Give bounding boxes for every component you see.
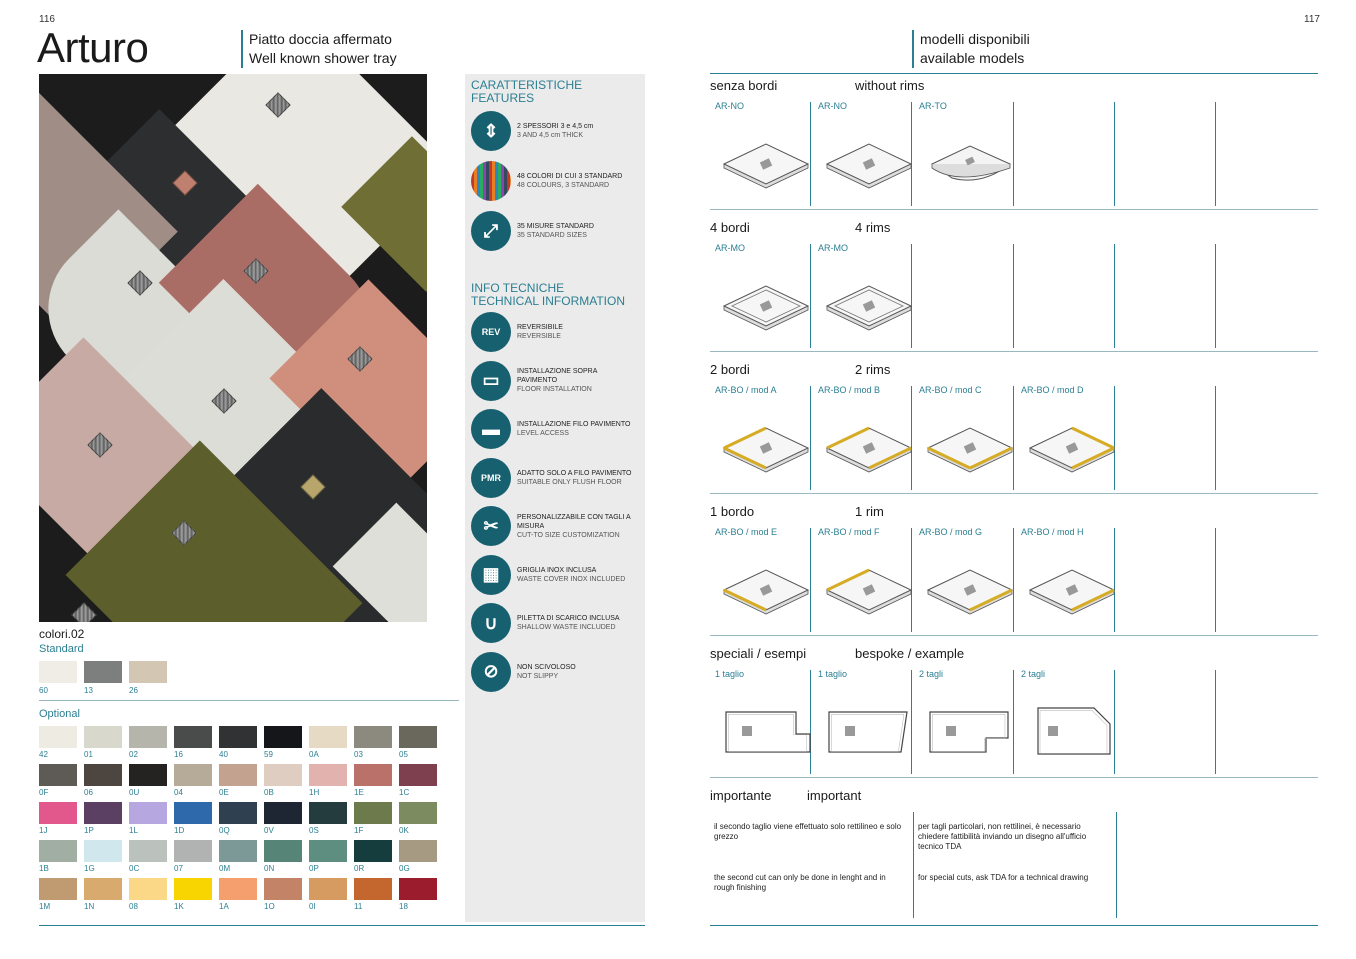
- colour-code: 1F: [354, 826, 364, 835]
- feature-text-en: NOT SLIPPY: [517, 672, 559, 680]
- colour-code: 16: [174, 750, 183, 759]
- model-drawing: [821, 702, 917, 763]
- row-title-en: bespoke / example: [855, 646, 965, 661]
- model-drawing: [821, 560, 917, 621]
- colour-swatch: [354, 764, 392, 786]
- colour-code: 0V: [264, 826, 274, 835]
- pmr-icon: PMR: [471, 458, 511, 498]
- colour-code: 0S: [309, 826, 319, 835]
- colour-code: 04: [174, 788, 183, 797]
- tray-drawing-icon: [718, 418, 814, 474]
- column-divider: [1114, 244, 1115, 348]
- model-label: 1 taglio: [715, 669, 745, 679]
- colour-swatch: [264, 878, 302, 900]
- colour-code: 01: [84, 750, 93, 759]
- shallow-waste-icon: ∪: [471, 603, 511, 643]
- colour-code: 0U: [129, 788, 140, 797]
- floor-installation-icon: ▭: [471, 361, 511, 401]
- model-drawing: [718, 702, 814, 763]
- colour-swatch: [129, 878, 167, 900]
- colour-swatch: [219, 878, 257, 900]
- colour-code: 0K: [399, 826, 409, 835]
- feature-item: [471, 555, 637, 595]
- colour-code: 26: [129, 686, 138, 695]
- colour-swatch: [174, 802, 212, 824]
- colour-swatch: [219, 726, 257, 748]
- colour-swatch: [174, 840, 212, 862]
- model-label: 2 tagli: [919, 669, 944, 679]
- tray-drawing-icon: [718, 276, 814, 332]
- standard-label: Standard: [39, 643, 84, 655]
- feature-text-en: 3 AND 4,5 cm THICK: [517, 132, 584, 139]
- colour-code: 0M: [219, 864, 231, 873]
- row-rule: [710, 351, 1318, 352]
- colour-code: 1G: [84, 864, 95, 873]
- model-label: AR-TO: [919, 101, 947, 111]
- model-drawing: [718, 134, 814, 195]
- row-rule: [710, 209, 1318, 210]
- colour-code: 0E: [219, 788, 229, 797]
- technical-heading: INFO TECNICHE TECHNICAL INFORMATION: [471, 281, 626, 308]
- colour-code: 60: [39, 686, 48, 695]
- row-rule: [710, 777, 1318, 778]
- colour-code: 11: [354, 902, 363, 911]
- feature-item: [471, 409, 637, 449]
- model-label: 1 taglio: [818, 669, 848, 679]
- colour-swatch: [399, 840, 437, 862]
- colour-swatch: [399, 726, 437, 748]
- colour-swatch: [39, 878, 77, 900]
- model-drawing: [922, 560, 1018, 621]
- feature-item: [471, 652, 637, 692]
- colour-code: 1P: [84, 826, 94, 835]
- row-title-it: senza bordi: [710, 78, 778, 93]
- feature-text-en: 48 COLOURS, 3 STANDARD: [517, 182, 610, 189]
- model-label: AR-BO / mod F: [818, 527, 880, 537]
- feature-text-en: CUT-TO SIZE CUSTOMIZATION: [517, 531, 620, 539]
- feature-item: [471, 161, 637, 201]
- colour-swatch: [219, 802, 257, 824]
- colour-code: 0A: [309, 750, 319, 759]
- important-title-en: important: [807, 788, 862, 803]
- standard-sizes-icon: ⤢: [471, 211, 511, 251]
- note2-it: per tagli particolari, non rettilinei, è necessario chiedere fattibilità inviando un disegno all'ufficio tecnico TDA: [918, 822, 1087, 851]
- colour-code: 42: [39, 750, 48, 759]
- divider: [39, 700, 459, 701]
- model-drawing: [821, 134, 917, 195]
- colour-code: 13: [84, 686, 93, 695]
- column-divider: [1114, 102, 1115, 206]
- colour-code: 02: [129, 750, 138, 759]
- colour-swatch: [84, 726, 122, 748]
- colour-swatch: [174, 878, 212, 900]
- column-divider: [1215, 528, 1216, 632]
- colour-swatch: [39, 726, 77, 748]
- row-title-en: without rims: [855, 78, 925, 93]
- colour-swatch: [39, 661, 77, 683]
- model-drawing: [922, 702, 1018, 763]
- colour-code: 05: [399, 750, 408, 759]
- subtitle: [241, 30, 397, 68]
- features-heading: CARATTERISTICHE FEATURES: [471, 78, 583, 105]
- colour-swatch: [39, 764, 77, 786]
- feature-text-en: LEVEL ACCESS: [517, 430, 569, 437]
- model-drawing: [821, 276, 917, 337]
- column-divider: [1215, 244, 1216, 348]
- colour-swatch: [399, 878, 437, 900]
- feature-text-en: 35 STANDARD SIZES: [517, 232, 587, 239]
- model-drawing: [1024, 560, 1120, 621]
- row-title-it: 4 bordi: [710, 220, 750, 235]
- colour-code: 0Q: [219, 826, 230, 835]
- subtitle-it: Piatto doccia affermato: [249, 31, 392, 47]
- model-label: 2 tagli: [1021, 669, 1046, 679]
- colour-swatch: [84, 878, 122, 900]
- colour-swatch: [129, 802, 167, 824]
- tray-drawing-icon: [922, 702, 1018, 758]
- feature-text-it: NON SCIVOLOSO: [517, 663, 576, 671]
- colour-code: 0F: [39, 788, 49, 797]
- tray-drawing-icon: [821, 418, 917, 474]
- tray-drawing-icon: [821, 276, 917, 332]
- colour-swatch: [399, 764, 437, 786]
- model-label: AR-BO / mod C: [919, 385, 982, 395]
- note1-it: il secondo taglio viene effettuato solo rettilineo e solo grezzo: [714, 822, 902, 841]
- colour-swatch: [219, 764, 257, 786]
- models-header-it: modelli disponibili: [920, 31, 1030, 47]
- feature-text-en: SHALLOW WASTE INCLUDED: [517, 624, 616, 631]
- tray-drawing-icon: [1024, 560, 1120, 616]
- feature-text-en: REVERSIBLE: [517, 333, 561, 340]
- tray-drawing-icon: [821, 702, 917, 758]
- page-number-left: 116: [39, 14, 55, 25]
- important-divider-1: [913, 812, 914, 918]
- colours-heading: colori.02: [39, 627, 85, 641]
- colour-code: 59: [264, 750, 273, 759]
- feature-text-it: PILETTA DI SCARICO INCLUSA: [517, 615, 620, 622]
- model-label: AR-MO: [715, 243, 745, 253]
- colour-swatch: [399, 802, 437, 824]
- colour-code: 1N: [84, 902, 95, 911]
- colour-swatch: [84, 802, 122, 824]
- feature-item: [471, 361, 637, 401]
- colour-code: 1K: [174, 902, 184, 911]
- colour-code: 0C: [129, 864, 140, 873]
- model-label: AR-MO: [818, 243, 848, 253]
- column-divider: [1215, 670, 1216, 774]
- colour-swatch: [354, 878, 392, 900]
- model-drawing: [821, 418, 917, 479]
- tray-drawing-icon: [821, 134, 917, 190]
- reversible-icon: REV: [471, 312, 511, 352]
- colour-swatch: [309, 764, 347, 786]
- colour-swatch: [354, 726, 392, 748]
- feature-text-it: 35 MISURE STANDARD: [517, 223, 594, 230]
- colour-code: 0P: [309, 864, 319, 873]
- column-divider: [1013, 244, 1014, 348]
- colour-code: 08: [129, 902, 138, 911]
- colour-code: 1O: [264, 902, 275, 911]
- tray-drawing-icon: [718, 134, 814, 190]
- column-divider: [1215, 386, 1216, 490]
- models-header-en: available models: [920, 50, 1025, 66]
- row-rule: [710, 493, 1318, 494]
- row-title-en: 4 rims: [855, 220, 891, 235]
- models-header: [912, 30, 1030, 68]
- feature-text-it: PERSONALIZZABILE CON TAGLI A MISURA: [517, 513, 631, 530]
- colour-swatch: [129, 726, 167, 748]
- model-label: AR-NO: [715, 101, 744, 111]
- tray-drawing-icon: [821, 560, 917, 616]
- tray-drawing-icon: [922, 418, 1018, 474]
- column-divider: [1215, 102, 1216, 206]
- cut-to-size-icon: ✂: [471, 506, 511, 546]
- feature-text-en: FLOOR INSTALLATION: [517, 386, 592, 393]
- bottom-rule-left: [39, 925, 645, 926]
- colour-code: 0I: [309, 902, 316, 911]
- colour-code: 0B: [264, 788, 274, 797]
- feature-text-it: REVERSIBILE: [517, 324, 563, 331]
- model-label: AR-BO / mod D: [1021, 385, 1084, 395]
- model-drawing: [922, 418, 1018, 479]
- model-label: AR-BO / mod A: [715, 385, 777, 395]
- model-drawing: [922, 134, 1018, 195]
- colour-swatch: [264, 840, 302, 862]
- colour-swatch: [129, 764, 167, 786]
- colour-swatch: [264, 802, 302, 824]
- feature-item: [471, 603, 637, 643]
- colour-code: 1L: [129, 826, 138, 835]
- colour-swatch: [39, 840, 77, 862]
- colour-swatch: [129, 661, 167, 683]
- colour-swatch: [219, 840, 257, 862]
- colour-code: 1B: [39, 864, 49, 873]
- colour-swatch: [174, 764, 212, 786]
- tray-drawing-icon: [922, 134, 1018, 190]
- models-top-rule: [710, 73, 1318, 74]
- features-panel: [465, 74, 645, 922]
- colour-swatch: [309, 840, 347, 862]
- note2-en: for special cuts, ask TDA for a technical drawing: [918, 873, 1089, 882]
- colour-swatch: [174, 726, 212, 748]
- hero-photo: [39, 74, 427, 622]
- thickness-icon: ⇕: [471, 111, 511, 151]
- feature-text-it: GRIGLIA INOX INCLUSA: [517, 566, 597, 574]
- colour-swatch: [309, 802, 347, 824]
- colour-swatch: [264, 726, 302, 748]
- important-title-it: importante: [710, 788, 772, 803]
- model-label: AR-BO / mod B: [818, 385, 881, 395]
- model-drawing: [1024, 702, 1120, 763]
- colour-code: 0N: [264, 864, 275, 873]
- colour-swatch: [354, 840, 392, 862]
- waste-cover-icon: ▦: [471, 555, 511, 595]
- model-drawing: [718, 560, 814, 621]
- tray-drawing-icon: [1024, 418, 1120, 474]
- colour-code: 18: [399, 902, 408, 911]
- colour-code: 1D: [174, 826, 185, 835]
- colour-swatch: [309, 878, 347, 900]
- colour-code: 40: [219, 750, 228, 759]
- model-label: AR-BO / mod E: [715, 527, 778, 537]
- colour-swatch: [39, 802, 77, 824]
- colour-code: 1A: [219, 902, 229, 911]
- model-drawing: [718, 418, 814, 479]
- feature-text-it: 48 COLORI DI CUI 3 STANDARD: [517, 173, 623, 180]
- feature-item: [471, 211, 637, 251]
- feature-text-en: WASTE COVER INOX INCLUDED: [517, 575, 626, 583]
- row-title-en: 1 rim: [855, 504, 884, 519]
- colour-swatch: [84, 764, 122, 786]
- colour-code: 06: [84, 788, 93, 797]
- colour-swatch: [354, 802, 392, 824]
- row-title-it: 1 bordo: [710, 504, 755, 519]
- row-title-it: speciali / esempi: [710, 646, 807, 661]
- model-drawing: [1024, 418, 1120, 479]
- colour-code: 1C: [399, 788, 410, 797]
- important-divider-2: [1116, 812, 1117, 918]
- row-title-en: 2 rims: [855, 362, 891, 377]
- colours-icon: [471, 161, 511, 201]
- optional-label: Optional: [39, 708, 80, 720]
- feature-item: [471, 312, 637, 352]
- feature-text-en: SUITABLE ONLY FLUSH FLOOR: [517, 478, 622, 486]
- feature-text-it: 2 SPESSORI 3 e 4,5 cm: [517, 123, 594, 130]
- colour-swatch: [309, 726, 347, 748]
- bottom-rule-right: [710, 925, 1318, 926]
- colour-swatch: [129, 840, 167, 862]
- level-access-icon: ▬: [471, 409, 511, 449]
- page-title: Arturo: [37, 24, 149, 71]
- feature-item: [471, 458, 637, 498]
- colour-swatch: [264, 764, 302, 786]
- colour-swatch: [84, 840, 122, 862]
- colour-code: 0R: [354, 864, 365, 873]
- row-rule: [710, 635, 1318, 636]
- page-number-right: 117: [1304, 14, 1320, 25]
- subtitle-en: Well known shower tray: [249, 50, 397, 66]
- feature-text-it: INSTALLAZIONE FILO PAVIMENTO: [517, 421, 631, 428]
- colour-code: 1E: [354, 788, 364, 797]
- feature-text-it: INSTALLAZIONE SOPRA PAVIMENTO: [517, 368, 598, 384]
- tray-drawing-icon: [1024, 702, 1120, 758]
- note1-en: the second cut can only be done in lenght and in rough finishing: [714, 873, 886, 892]
- row-title-it: 2 bordi: [710, 362, 750, 377]
- model-label: AR-BO / mod G: [919, 527, 983, 537]
- colour-code: 1M: [39, 902, 51, 911]
- non-slip-icon: ⊘: [471, 652, 511, 692]
- colour-code: 03: [354, 750, 363, 759]
- colour-code: 07: [174, 864, 183, 873]
- feature-text-it: ADATTO SOLO A FILO PAVIMENTO: [517, 469, 632, 477]
- feature-item: [471, 506, 637, 546]
- tray-drawing-icon: [718, 560, 814, 616]
- tray-drawing-icon: [718, 702, 814, 758]
- colour-code: 1J: [39, 826, 48, 835]
- feature-item: [471, 111, 637, 151]
- colour-code: 0G: [399, 864, 410, 873]
- colour-swatch: [84, 661, 122, 683]
- colour-code: 1H: [309, 788, 320, 797]
- model-label: AR-BO / mod H: [1021, 527, 1084, 537]
- tray-drawing-icon: [922, 560, 1018, 616]
- model-label: AR-NO: [818, 101, 847, 111]
- model-drawing: [718, 276, 814, 337]
